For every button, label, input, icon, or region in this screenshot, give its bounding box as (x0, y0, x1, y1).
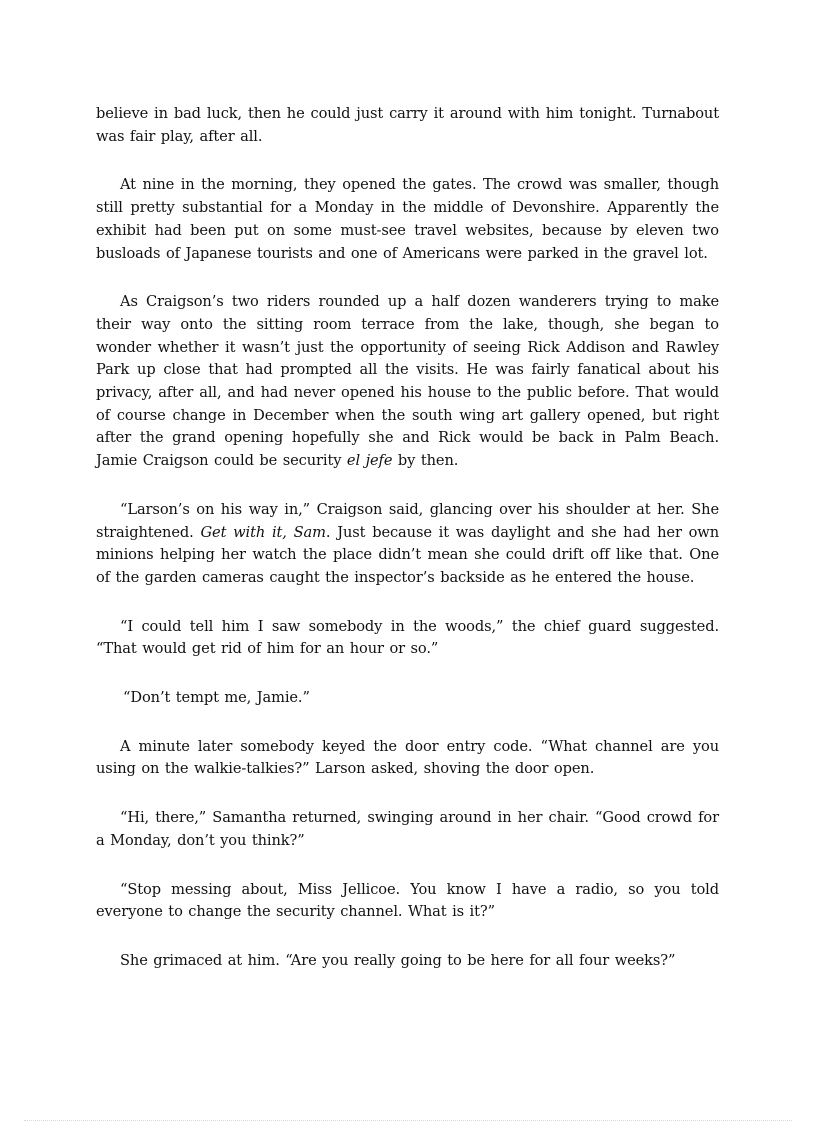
paragraph-text: “Stop messing about, Miss Jellicoe. You know I have a radio, so you told everyone to change the security channel. What is it?” (96, 880, 719, 921)
document-body (96, 103, 719, 999)
paragraph-text: “I could tell him I saw somebody in the woods,” the chief guard suggested. “That would get rid of him for an hour or so.” (96, 617, 719, 658)
paragraph (96, 174, 719, 265)
paragraph-text: “Hi, there,” Samantha returned, swinging around in her chair. “Good crowd for a Monday, don’t you think?” (96, 809, 719, 849)
paragraph-text: believe in bad luck, then he could just carry it around with him tonight. Turnabout was fair play, after all. (96, 105, 719, 145)
italic-phrase: el jefe (346, 452, 393, 470)
paragraph (96, 687, 719, 710)
paragraph (96, 736, 719, 781)
paragraph-text: As Craigson’s two riders rounded up a half dozen wanderers trying to make their way onto the sitting room terrace from the lake, though, she began to wonder whether it wasn’t just the opportunity of seeing Rick Addison and Rawley Park up close that had prompted all the visits. He was fairly fanatical about his privacy, after all, and had never opened his house to the public before. That would of course change in December when the south wing art gallery opened, but right after the grand opening hopefully she and Rick would be back in Palm Beach. Jamie Craigson could be security (96, 293, 719, 470)
paragraph (96, 291, 719, 473)
paragraph-text: At nine in the morning, they opened the gates. The crowd was smaller, though still pretty substantial for a Monday in the middle of Devonshire. Apparently the exhibit had been put on some must-see travel websites, because by eleven two busloads of Japanese tourists and one of Americans were parked in the gravel lot. (96, 176, 719, 262)
paragraph-text: “Larson’s on his way in,” Craigson said, glancing over his shoulder at her. She straightened. (96, 500, 719, 541)
paragraph (96, 103, 719, 148)
paragraph-text: . Just because it was daylight and she had her own minions helping her watch the place didn’t mean she could drift off like that. One of the garden cameras caught the inspector’s backside as he entered the house. (96, 523, 719, 586)
paragraph (96, 807, 719, 852)
paragraph-text: She grimaced at him. “Are you really going to be here for all four weeks?” (120, 951, 676, 969)
paragraph (96, 879, 719, 924)
paragraph (96, 950, 719, 973)
paragraph (96, 616, 719, 661)
italic-phrase: Get with it, Sam (200, 523, 326, 541)
paragraph-text: “Don’t tempt me, Jamie.” (123, 689, 310, 707)
paragraph-text: A minute later somebody keyed the door entry code. “What channel are you using on the walkie-talkies?” Larson asked, shoving the door open. (96, 737, 719, 778)
paragraph (96, 499, 719, 590)
paragraph-text: by then. (392, 452, 459, 470)
page-bottom-divider (24, 1120, 792, 1121)
